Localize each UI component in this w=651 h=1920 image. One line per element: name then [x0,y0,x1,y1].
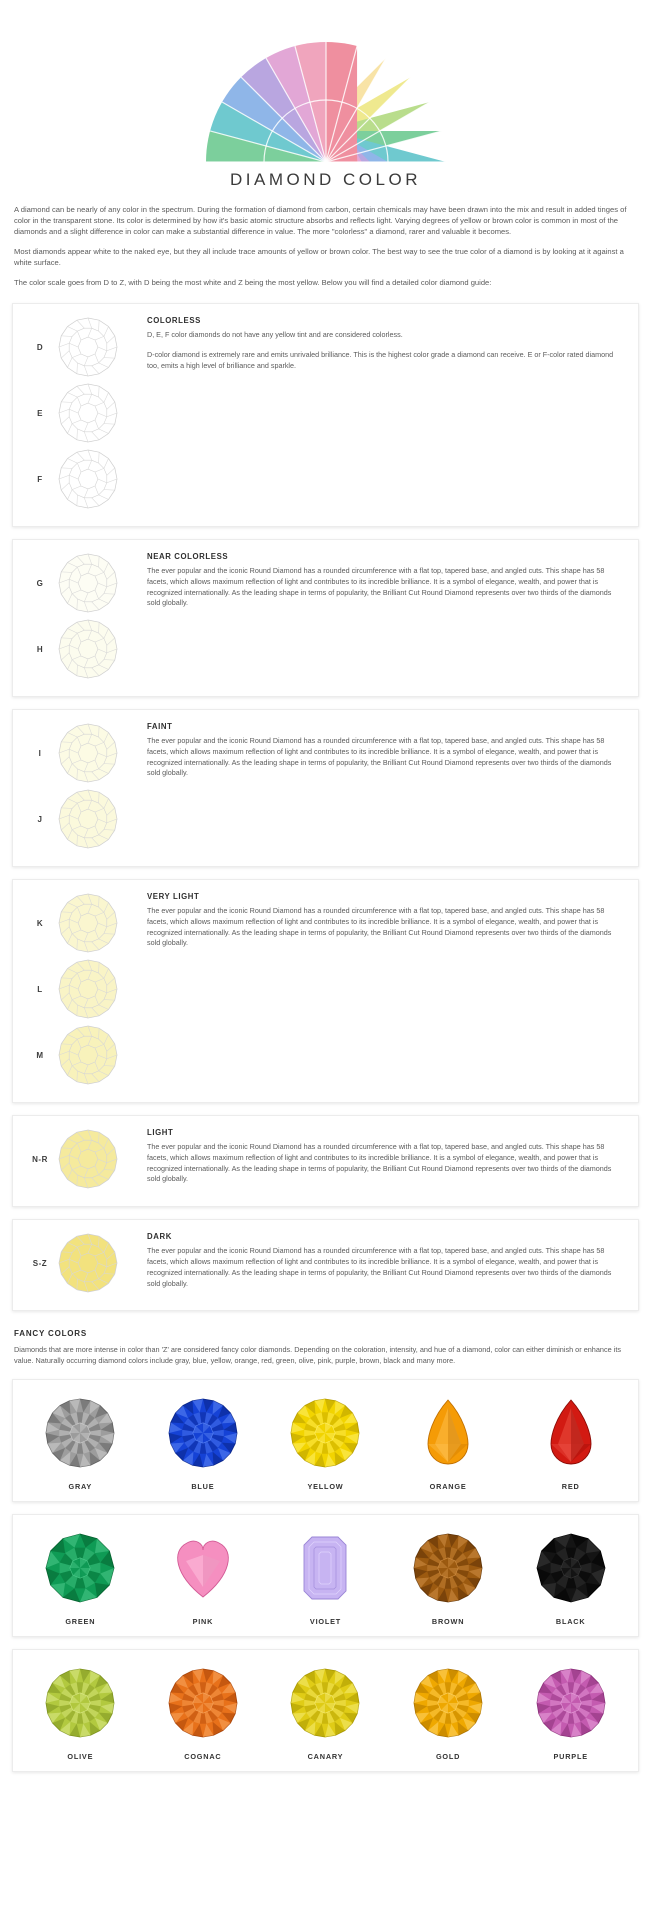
fancy-diamond-icon [286,1529,364,1607]
grade-letter: L [37,984,43,994]
fancy-diamond-icon [532,1529,610,1607]
grade-text-column [141,722,628,854]
grade-text-column [141,1128,628,1194]
grade-name: LIGHT [147,1128,174,1137]
fancy-diamond-icon [164,1529,242,1607]
grade-description [147,906,624,949]
fancy-color-label: OLIVE [67,1752,94,1762]
grade-gem-column [23,552,141,684]
color-grade-card [12,1219,639,1311]
grade-row [23,448,141,510]
grade-letter: S-Z [32,1258,48,1268]
fancy-color-label: ORANGE [429,1482,467,1492]
fancy-diamond-icon [41,1529,119,1607]
grade-letter: J [37,814,43,824]
fancy-colors-heading: FANCY COLORS [14,1329,88,1339]
fancy-diamond-icon [532,1394,610,1472]
grade-gem-column [23,316,141,514]
fancy-color-label: BLACK [555,1617,586,1627]
grade-gem-column [23,722,141,854]
fancy-diamond-icon [41,1394,119,1472]
fancy-color-item [142,1529,265,1626]
fancy-diamond-icon [286,1664,364,1742]
grade-letter: N-R [32,1154,48,1164]
fancy-diamond-icon [164,1664,242,1742]
grade-text-column [141,1232,628,1298]
grade-text-column [141,316,628,514]
grade-name: COLORLESS [147,316,201,325]
grade-letter: I [38,748,42,758]
grade-text-column [141,552,628,684]
grade-letter: E [37,408,43,418]
intro-paragraph-2: Most diamonds appear white to the naked eye, but they all include trace amounts of yellow or brown color. The best way to see the true color of a diamond is by looking at it against a white surface. [14,247,624,267]
grade-description [147,330,624,371]
fancy-diamond-icon [409,1664,487,1742]
fancy-color-label: PURPLE [553,1752,588,1762]
fancy-color-label: COGNAC [184,1752,222,1762]
diamond-icon [57,382,119,444]
grade-paragraph: The ever popular and the iconic Round Diamond has a rounded circumference with a flat top, tapered base, and angled cuts. This shape has 58 facets, which allows maximum reflection of light and contributes to its incredible brilliance. It is a symbol of elegance, wealth, and power that is recognized internationally. As the leading shape in terms of popularity, the Brilliant Cut Round Diamond represents over two thirds of the diamonds sold globally. [147,566,612,608]
fancy-diamond-icon [532,1664,610,1742]
color-grade-card [12,879,639,1103]
fancy-diamond-icon [164,1394,242,1472]
fancy-color-label: PINK [192,1617,214,1627]
page-title: DIAMOND COLOR [230,170,421,189]
fancy-color-label: YELLOW [307,1482,344,1492]
grade-row [23,316,141,378]
diamond-icon [57,448,119,510]
fancy-color-label: RED [561,1482,580,1492]
grade-row [23,1232,141,1294]
grade-name: VERY LIGHT [147,892,200,901]
diamond-icon [57,722,119,784]
fancy-color-item [509,1394,632,1491]
intro-paragraph-3: The color scale goes from D to Z, with D being the most white and Z being the most yellow. Below you will find a detailed color diamond guide: [14,278,492,287]
diamond-icon [57,552,119,614]
grade-text-column [141,892,628,1090]
fancy-color-item [387,1664,510,1761]
grade-letter: M [36,1050,44,1060]
fancy-color-item [387,1394,510,1491]
grade-letter: K [36,918,44,928]
diamond-icon [57,618,119,680]
fancy-colors-description: Diamonds that are more intense in color than 'Z' are considered fancy color diamonds. Depending on the coloration, intensity, and hue of a diamond, color can either diminish or enhance its value. Naturally occurring diamond colors include gray, blue, yellow, orange, red, green, olive, pink, purple, brown, black and many more. [14,1345,622,1366]
fancy-color-item [19,1664,142,1761]
diamond-icon [57,1024,119,1086]
grade-letter: G [36,578,44,588]
fancy-diamond-icon [286,1394,364,1472]
diamond-icon [57,1128,119,1190]
fancy-color-item [264,1394,387,1491]
grade-row [23,892,141,954]
diamond-icon [57,1232,119,1294]
color-grade-card [12,303,639,527]
fancy-color-item [387,1529,510,1626]
diamond-icon [57,788,119,850]
fancy-color-row [12,1514,639,1637]
fancy-color-item [19,1394,142,1491]
grade-name: NEAR COLORLESS [147,552,229,561]
fancy-color-item [264,1664,387,1761]
color-grade-card-list [0,297,651,1311]
fancy-diamond-icon [409,1394,487,1472]
grade-row [23,788,141,850]
grade-row [23,618,141,680]
grade-paragraph: The ever popular and the iconic Round Diamond has a rounded circumference with a flat top, tapered base, and angled cuts. This shape has 58 facets, which allows maximum reflection of light and contributes to its incredible brilliance. It is a symbol of elegance, wealth, and power that is recognized internationally. As the leading shape in terms of popularity, the Brilliant Cut Round Diamond represents over two thirds of the diamonds sold globally. [147,906,612,948]
intro-paragraph-1: A diamond can be nearly of any color in the spectrum. During the formation of diamond from carbon, certain chemicals may have been drawn into the mix and result in added tinges of color in the transparent stone. Its color is determined by how it's basic atomic structure absorbs and reflects light. Varying degrees of yellow or brown color is common in most of the diamonds and a slight difference in color can make a substantial difference in value. The more "colorless" a diamond, rarer and valuable it becomes. [14,205,627,236]
grade-gem-column [23,1232,141,1298]
grade-paragraph: The ever popular and the iconic Round Diamond has a rounded circumference with a flat top, tapered base, and angled cuts. This shape has 58 facets, which allows maximum reflection of light and contributes to its incredible brilliance. It is a symbol of elegance, wealth, and power that is recognized internationally. As the leading shape in terms of popularity, the Brilliant Cut Round Diamond represents over two thirds of the diamonds sold globally. [147,1246,612,1288]
fancy-color-row [12,1379,639,1502]
fancy-diamond-icon [409,1529,487,1607]
grade-description [147,566,624,609]
fancy-color-label: BLUE [191,1482,215,1492]
intro-text [0,190,651,288]
grade-letter: F [37,474,43,484]
fancy-color-item [19,1529,142,1626]
page-header [0,0,651,190]
fancy-diamond-icon [41,1664,119,1742]
color-grade-card [12,539,639,697]
color-fan-graphic [0,42,651,162]
fancy-colors-grid [0,1367,651,1772]
color-grade-card [12,709,639,867]
grade-description [147,1246,624,1289]
diamond-icon [57,316,119,378]
grade-name: FAINT [147,722,173,731]
grade-row [23,722,141,784]
grade-gem-column [23,1128,141,1194]
fancy-color-label: CANARY [307,1752,344,1762]
grade-paragraph: D-color diamond is extremely rare and emits unrivaled brilliance. This is the highest color grade a diamond can receive. E or F-color rated diamond too, emits a high level of brilliance and sparkle. [147,349,614,370]
fancy-color-item [264,1529,387,1626]
grade-paragraph: D, E, F color diamonds do not have any yellow tint and are considered colorless. [147,330,403,339]
grade-letter: H [36,644,44,654]
color-grade-card [12,1115,639,1207]
fancy-color-row [12,1649,639,1772]
grade-row [23,382,141,444]
grade-name: DARK [147,1232,172,1242]
grade-paragraph: The ever popular and the iconic Round Diamond has a rounded circumference with a flat top, tapered base, and angled cuts. This shape has 58 facets, which allows maximum reflection of light and contributes to its incredible brilliance. It is a symbol of elegance, wealth, and power that is recognized internationally. As the leading shape in terms of popularity, the Brilliant Cut Round Diamond represents over two thirds of the diamonds sold globally. [147,1142,612,1184]
grade-row [23,1024,141,1086]
fancy-color-item [509,1664,632,1761]
fancy-color-label: GOLD [435,1752,461,1762]
fancy-color-label: GRAY [68,1482,93,1492]
diamond-icon [57,958,119,1020]
grade-paragraph: The ever popular and the iconic Round Diamond has a rounded circumference with a flat top, tapered base, and angled cuts. This shape has 58 facets, which allows maximum reflection of light and contributes to its incredible brilliance. It is a symbol of elegance, wealth, and power that is recognized internationally. As the leading shape in terms of popularity, the Brilliant Cut Round Diamond represents over two thirds of the diamonds sold globally. [147,736,612,778]
fancy-color-item [142,1394,265,1491]
diamond-icon [57,892,119,954]
grade-row [23,552,141,614]
grade-row [23,958,141,1020]
fancy-color-label: GREEN [65,1617,96,1627]
grade-gem-column [23,892,141,1090]
fancy-color-item [509,1529,632,1626]
fancy-color-label: BROWN [431,1617,465,1627]
fancy-color-item [142,1664,265,1761]
grade-letter: D [36,342,44,352]
grade-description [147,736,624,779]
fancy-color-label: VIOLET [309,1617,342,1627]
grade-row [23,1128,141,1190]
grade-description [147,1142,624,1185]
